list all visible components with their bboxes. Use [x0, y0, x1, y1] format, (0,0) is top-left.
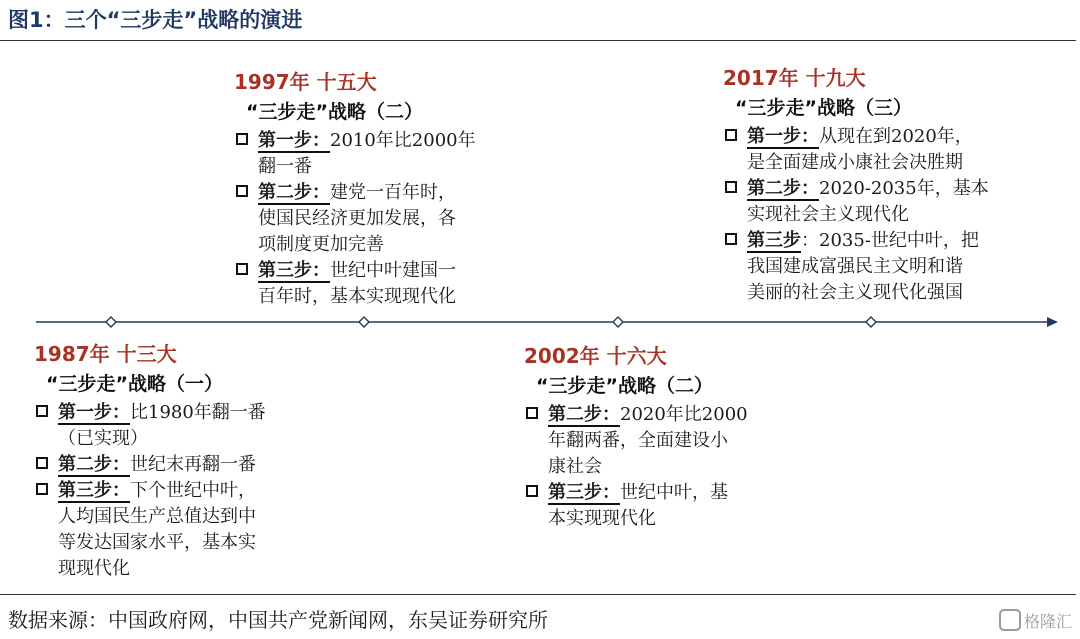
step-name: 第一步： — [747, 126, 819, 147]
step-item — [34, 452, 266, 478]
step-name: 第二步： — [747, 178, 819, 199]
timeline-node-1997 — [359, 317, 369, 327]
step-item — [34, 400, 266, 452]
step-name: 第三步 — [747, 230, 801, 251]
checkbox-icon — [36, 405, 48, 417]
step-text: 2020年比2000 年翻两番，全面建设小 康社会 — [548, 404, 748, 477]
step-text: 下个世纪中叶， 人均国民生产总值达到中 等发达国家水平，基本实 现现代化 — [58, 480, 256, 579]
step-item — [234, 180, 476, 258]
checkbox-icon — [36, 457, 48, 469]
step-text: 世纪末再翻一番 — [130, 454, 256, 475]
milestone-1997 — [234, 66, 476, 310]
step-item — [723, 124, 989, 176]
step-text: 建党一百年时， 使国民经济更加发展，各 项制度更加完善 — [258, 182, 456, 255]
timeline-arrow — [0, 310, 1080, 334]
step-item — [524, 480, 748, 532]
step-text: 2020-2035年，基本 实现社会主义现代化 — [747, 178, 989, 225]
timeline-node-1987 — [106, 317, 116, 327]
watermark-text: 格隆汇 — [1023, 612, 1072, 631]
checkbox-icon — [526, 407, 538, 419]
step-item — [34, 478, 266, 582]
step-text: 世纪中叶，基 本实现现代化 — [548, 482, 728, 529]
checkbox-icon — [236, 185, 248, 197]
step-text: 2010年比2000年 翻一番 — [258, 130, 476, 177]
source-note: 数据来源：中国政府网，中国共产党新闻网，东吴证券研究所 — [8, 608, 548, 632]
strategy-title: “三步走”战略（二） — [536, 375, 713, 397]
checkbox-icon — [236, 133, 248, 145]
timeline-node-2017 — [866, 317, 876, 327]
strategy-title: “三步走”战略（三） — [735, 97, 912, 119]
step-name: 第二步： — [58, 454, 130, 475]
watermark — [999, 609, 1072, 632]
top-rule — [0, 40, 1076, 41]
step-name: 第二步： — [258, 182, 330, 203]
timeline-node-2002 — [613, 317, 623, 327]
step-item — [234, 128, 476, 180]
step-name: 第一步： — [58, 402, 130, 423]
checkbox-icon — [725, 181, 737, 193]
watermark-logo-icon — [999, 609, 1021, 631]
step-name: 第三步： — [258, 260, 330, 281]
milestone-1987 — [34, 338, 266, 582]
milestone-2002 — [524, 340, 748, 532]
strategy-title: “三步走”战略（一） — [46, 373, 223, 395]
bottom-rule — [0, 594, 1076, 595]
timeline-arrowhead — [1047, 317, 1058, 327]
step-item — [524, 402, 748, 480]
milestone-year: 2002年 十六大 — [524, 344, 667, 368]
milestone-year: 1997年 十五大 — [234, 70, 377, 94]
step-item — [234, 258, 476, 310]
step-name: 第三步： — [548, 482, 620, 503]
milestone-2017 — [723, 62, 989, 306]
strategy-title: “三步走”战略（二） — [246, 101, 423, 123]
milestone-year: 1987年 十三大 — [34, 342, 177, 366]
checkbox-icon — [725, 129, 737, 141]
checkbox-icon — [36, 483, 48, 495]
step-item — [723, 176, 989, 228]
step-text: 比1980年翻一番 （已实现） — [58, 402, 266, 449]
step-name: 第二步： — [548, 404, 620, 425]
step-text: 世纪中叶建国一 百年时，基本实现现代化 — [258, 260, 456, 307]
checkbox-icon — [526, 485, 538, 497]
checkbox-icon — [236, 263, 248, 275]
step-item — [723, 228, 989, 306]
figure-title: 图1：三个“三步走”战略的演进 — [8, 8, 303, 32]
checkbox-icon — [725, 233, 737, 245]
step-text: 从现在到2020年， 是全面建成小康社会决胜期 — [747, 126, 973, 173]
milestone-year: 2017年 十九大 — [723, 66, 866, 90]
step-name: 第三步： — [58, 480, 130, 501]
step-text: ：2035-世纪中叶，把 我国建成富强民主文明和谐 美丽的社会主义现代化强国 — [747, 230, 979, 303]
step-name: 第一步： — [258, 130, 330, 151]
